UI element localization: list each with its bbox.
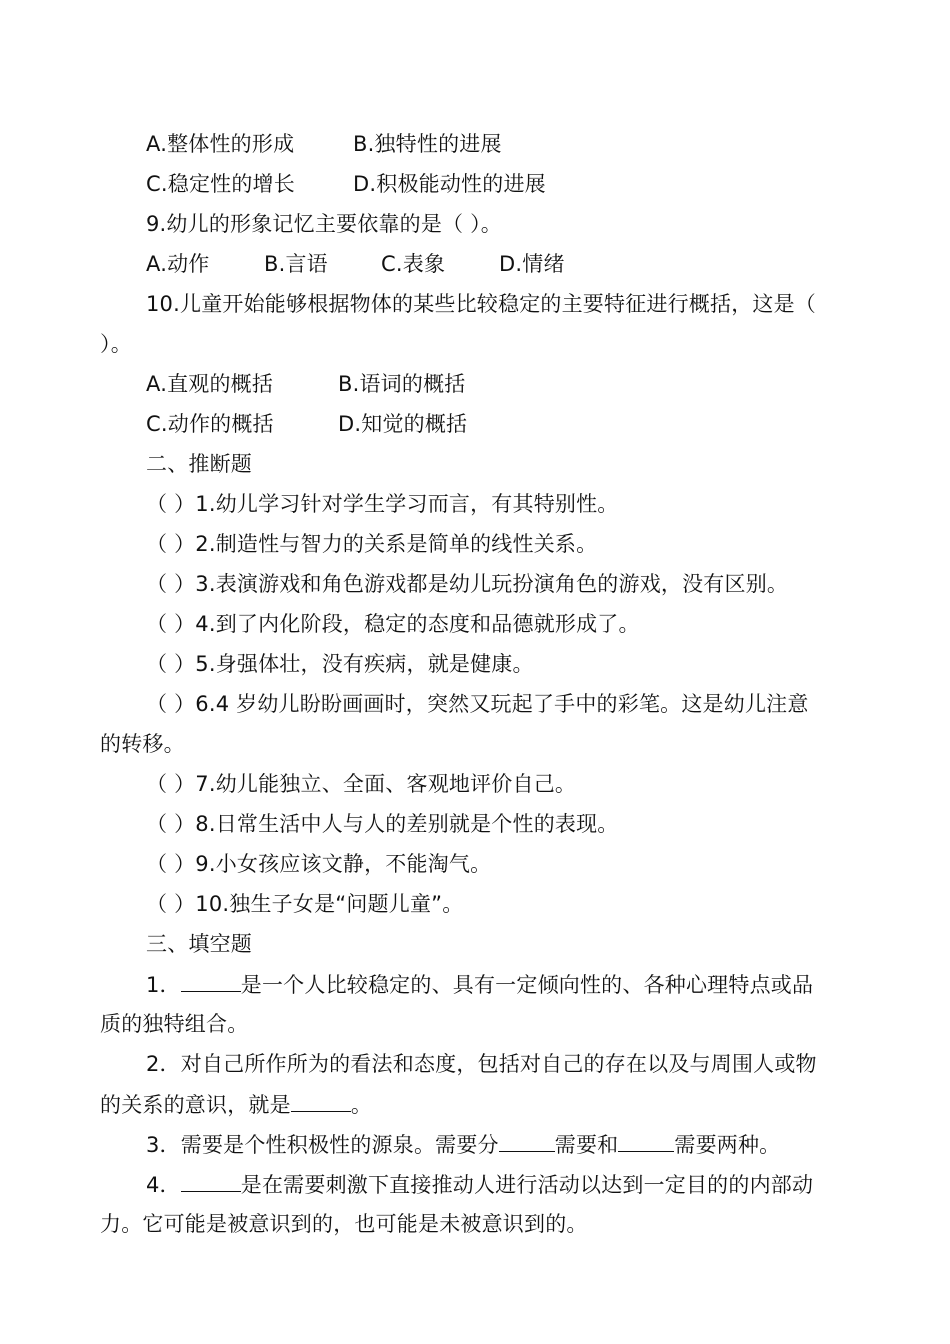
q8-option-a: A.整体性的形成 [146,132,295,156]
q9-option-b: B.言语 [264,252,328,276]
fill-blank [291,1089,351,1112]
q9-stem: 9.幼儿的形象记忆主要依靠的是（ ）。 [146,212,503,236]
judgment-item: （ ）1.幼儿学习针对学生学习而言，有其特别性。 [146,492,619,516]
q8-option-b: B.独特性的进展 [353,132,502,156]
judgment-item: （ ）10.独生子女是“问题儿童”。 [146,892,464,916]
q10-stem-line-1: 10.儿童开始能够根据物体的某些比较稳定的主要特征进行概括，这是（ [146,292,816,316]
judgment-item: （ ）6.4 岁幼儿盼盼画画时，突然又玩起了手中的彩笔。这是幼儿注意 [146,692,809,716]
fill-q3-mid: 需要和 [554,1133,619,1157]
fill-q1-number: 1． [146,973,181,997]
judgment-item: （ ）7.幼儿能独立、全面、客观地评价自己。 [146,772,577,796]
fill-q4-line-2: 力。它可能是被意识到的，也可能是未被意识到的。 [100,1212,588,1236]
q9-option-c: C.表象 [381,252,446,276]
fill-q2-text: 的关系的意识，就是 [100,1093,291,1117]
section-2-title: 二、推断题 [146,452,252,476]
fill-q4-number: 4． [146,1173,181,1197]
fill-blank [181,1169,241,1192]
q10-stem-line-2: ）。 [100,332,132,356]
fill-q1-line-1 [146,969,813,999]
fill-q4-line-1 [146,1169,813,1199]
fill-q4-text: 是在需要刺激下直接推动人进行活动以达到一定目的的内部动 [240,1173,814,1197]
judgment-item: （ ）4.到了内化阶段，稳定的态度和品德就形成了。 [146,612,640,636]
q10-option-d: D.知觉的概括 [338,412,468,436]
fill-blank [499,1129,555,1152]
fill-blank [618,1129,674,1152]
fill-blank [181,969,241,992]
q10-option-c: C.动作的概括 [146,412,274,436]
fill-q3-suffix: 需要两种。 [674,1133,781,1157]
judgment-item: （ ）9.小女孩应该文静，不能淘气。 [146,852,492,876]
q9-option-a: A.动作 [146,252,210,276]
judgment-item: （ ）2.制造性与智力的关系是简单的线性关系。 [146,532,598,556]
q10-option-b: B.语词的概括 [338,372,466,396]
judgment-item: （ ）5.身强体壮，没有疾病，就是健康。 [146,652,534,676]
fill-q1-text: 是一个人比较稳定的、具有一定倾向性的、各种心理特点或品 [240,973,814,997]
judgment-item: （ ）8.日常生活中人与人的差别就是个性的表现。 [146,812,619,836]
fill-q2-suffix: 。 [350,1093,373,1117]
judgment-item: （ ）3.表演游戏和角色游戏都是幼儿玩扮演角色的游戏，没有区别。 [146,572,789,596]
q8-option-c: C.稳定性的增长 [146,172,295,196]
fill-q1-line-2: 质的独特组合。 [100,1012,249,1036]
q8-option-d: D.积极能动性的进展 [353,172,546,196]
fill-q3-line [146,1129,780,1159]
fill-q3-text: 3．需要是个性积极性的源泉。需要分 [146,1133,499,1157]
q10-option-a: A.直观的概括 [146,372,274,396]
fill-q2-line-1: 2．对自己所作所为的看法和态度，包括对自己的存在以及与周围人或物 [146,1052,817,1076]
judgment-item-continuation: 的转移。 [100,732,185,756]
section-3-title: 三、填空题 [146,932,252,956]
q9-option-d: D.情绪 [499,252,565,276]
fill-q2-line-2 [100,1089,372,1119]
